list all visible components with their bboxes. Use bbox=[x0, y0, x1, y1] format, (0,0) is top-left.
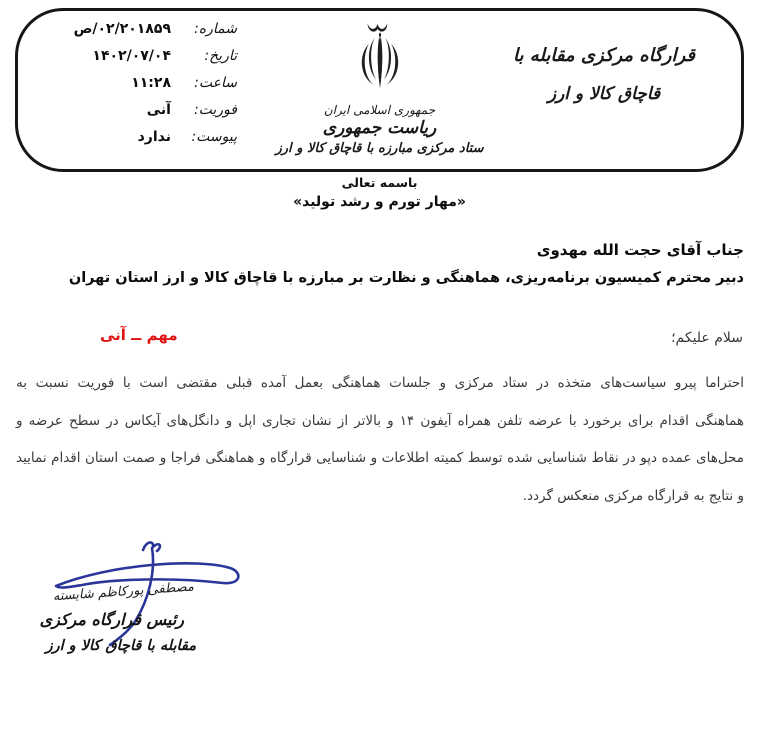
time-value: ۱۱:۲۸ bbox=[131, 75, 171, 91]
signer-title-line1: رئیس قرارگاه مرکزی bbox=[39, 610, 184, 629]
basmala-heading: باسمه تعالی bbox=[341, 175, 418, 190]
meta-row-date bbox=[32, 48, 237, 75]
urgency-value: آنی bbox=[146, 102, 171, 118]
number-value: ۰۲/۲۰۱۸۵۹/ص bbox=[73, 21, 171, 37]
letterhead-frame bbox=[15, 8, 744, 172]
number-label: شماره: bbox=[194, 21, 237, 37]
addressee-block bbox=[15, 241, 744, 286]
signer-title-line2: مقابله با قاچاق کالا و ارز bbox=[45, 638, 196, 654]
date-label: تاریخ: bbox=[204, 48, 237, 64]
letter-body bbox=[16, 371, 744, 521]
salutation: سلام علیکم؛ bbox=[671, 330, 743, 346]
base-name-line1: قرارگاه مرکزی مقابله با bbox=[512, 45, 696, 66]
handwritten-signature-icon bbox=[40, 536, 270, 676]
meta-row-urgency bbox=[32, 102, 237, 129]
urgency-label: فوریت: bbox=[193, 102, 237, 118]
signature-block bbox=[40, 536, 270, 676]
body-line-3: محل‌های عمده دپو در نقاط شناسایی شده توسط کمیته اطلاعات و شناسایی قرارگاه و هماهنگی فراجا و صمت استان اقدام نمایید bbox=[16, 450, 744, 466]
attachment-value: ندارد bbox=[137, 129, 171, 145]
meta-row-attachment bbox=[32, 129, 237, 156]
time-label: ساعت: bbox=[194, 75, 237, 91]
year-slogan: «مهار تورم و رشد تولید» bbox=[293, 194, 466, 210]
org-country-name: جمهوری اسلامی ایران bbox=[323, 103, 436, 117]
recipient-title: دبیر محترم کمیسیون برنامه‌ریزی، هماهنگی و نظارت بر مبارزه با قاچاق کالا و ارز استان تهران bbox=[68, 270, 744, 286]
iran-emblem-icon bbox=[347, 17, 413, 105]
recipient-name: جناب آقای حجت الله مهدوی bbox=[536, 241, 744, 259]
meta-row-time bbox=[32, 75, 237, 102]
body-line-4: و نتایج به قرارگاه مرکزی منعکس گردد. bbox=[522, 487, 744, 504]
date-value: ۱۴۰۲/۰۷/۰۴ bbox=[92, 48, 171, 64]
meta-row-number bbox=[32, 21, 237, 48]
letter-meta-fields bbox=[32, 21, 237, 156]
body-line-1: احتراما پیرو سیاست‌های متخذه در ستاد مرکزی و جلسات هماهنگی بعمل آمده قبلی مقتضی است با فوریت نسبت به bbox=[16, 375, 744, 391]
body-line-2: هماهنگی اقدام برای برخورد با عرضه تلفن همراه آیفون ۱۴ و بالاتر از نشان تجاری اپل و دانگل‌های آیکاس در سطح عرضه و bbox=[16, 412, 744, 429]
signer-name: مصطفی پورکاظم شایسته bbox=[52, 579, 195, 605]
urgency-stamp: مهم ــ آنی bbox=[100, 326, 178, 344]
center-org-block bbox=[230, 15, 530, 156]
base-name-line2: قاچاق کالا و ارز bbox=[547, 84, 661, 104]
right-org-block bbox=[489, 45, 719, 104]
org-presidency: ریاست جمهوری bbox=[322, 118, 437, 138]
attachment-label: پیوست: bbox=[191, 129, 237, 145]
org-headquarters: ستاد مرکزی مبارزه با قاچاق کالا و ارز bbox=[275, 141, 484, 156]
